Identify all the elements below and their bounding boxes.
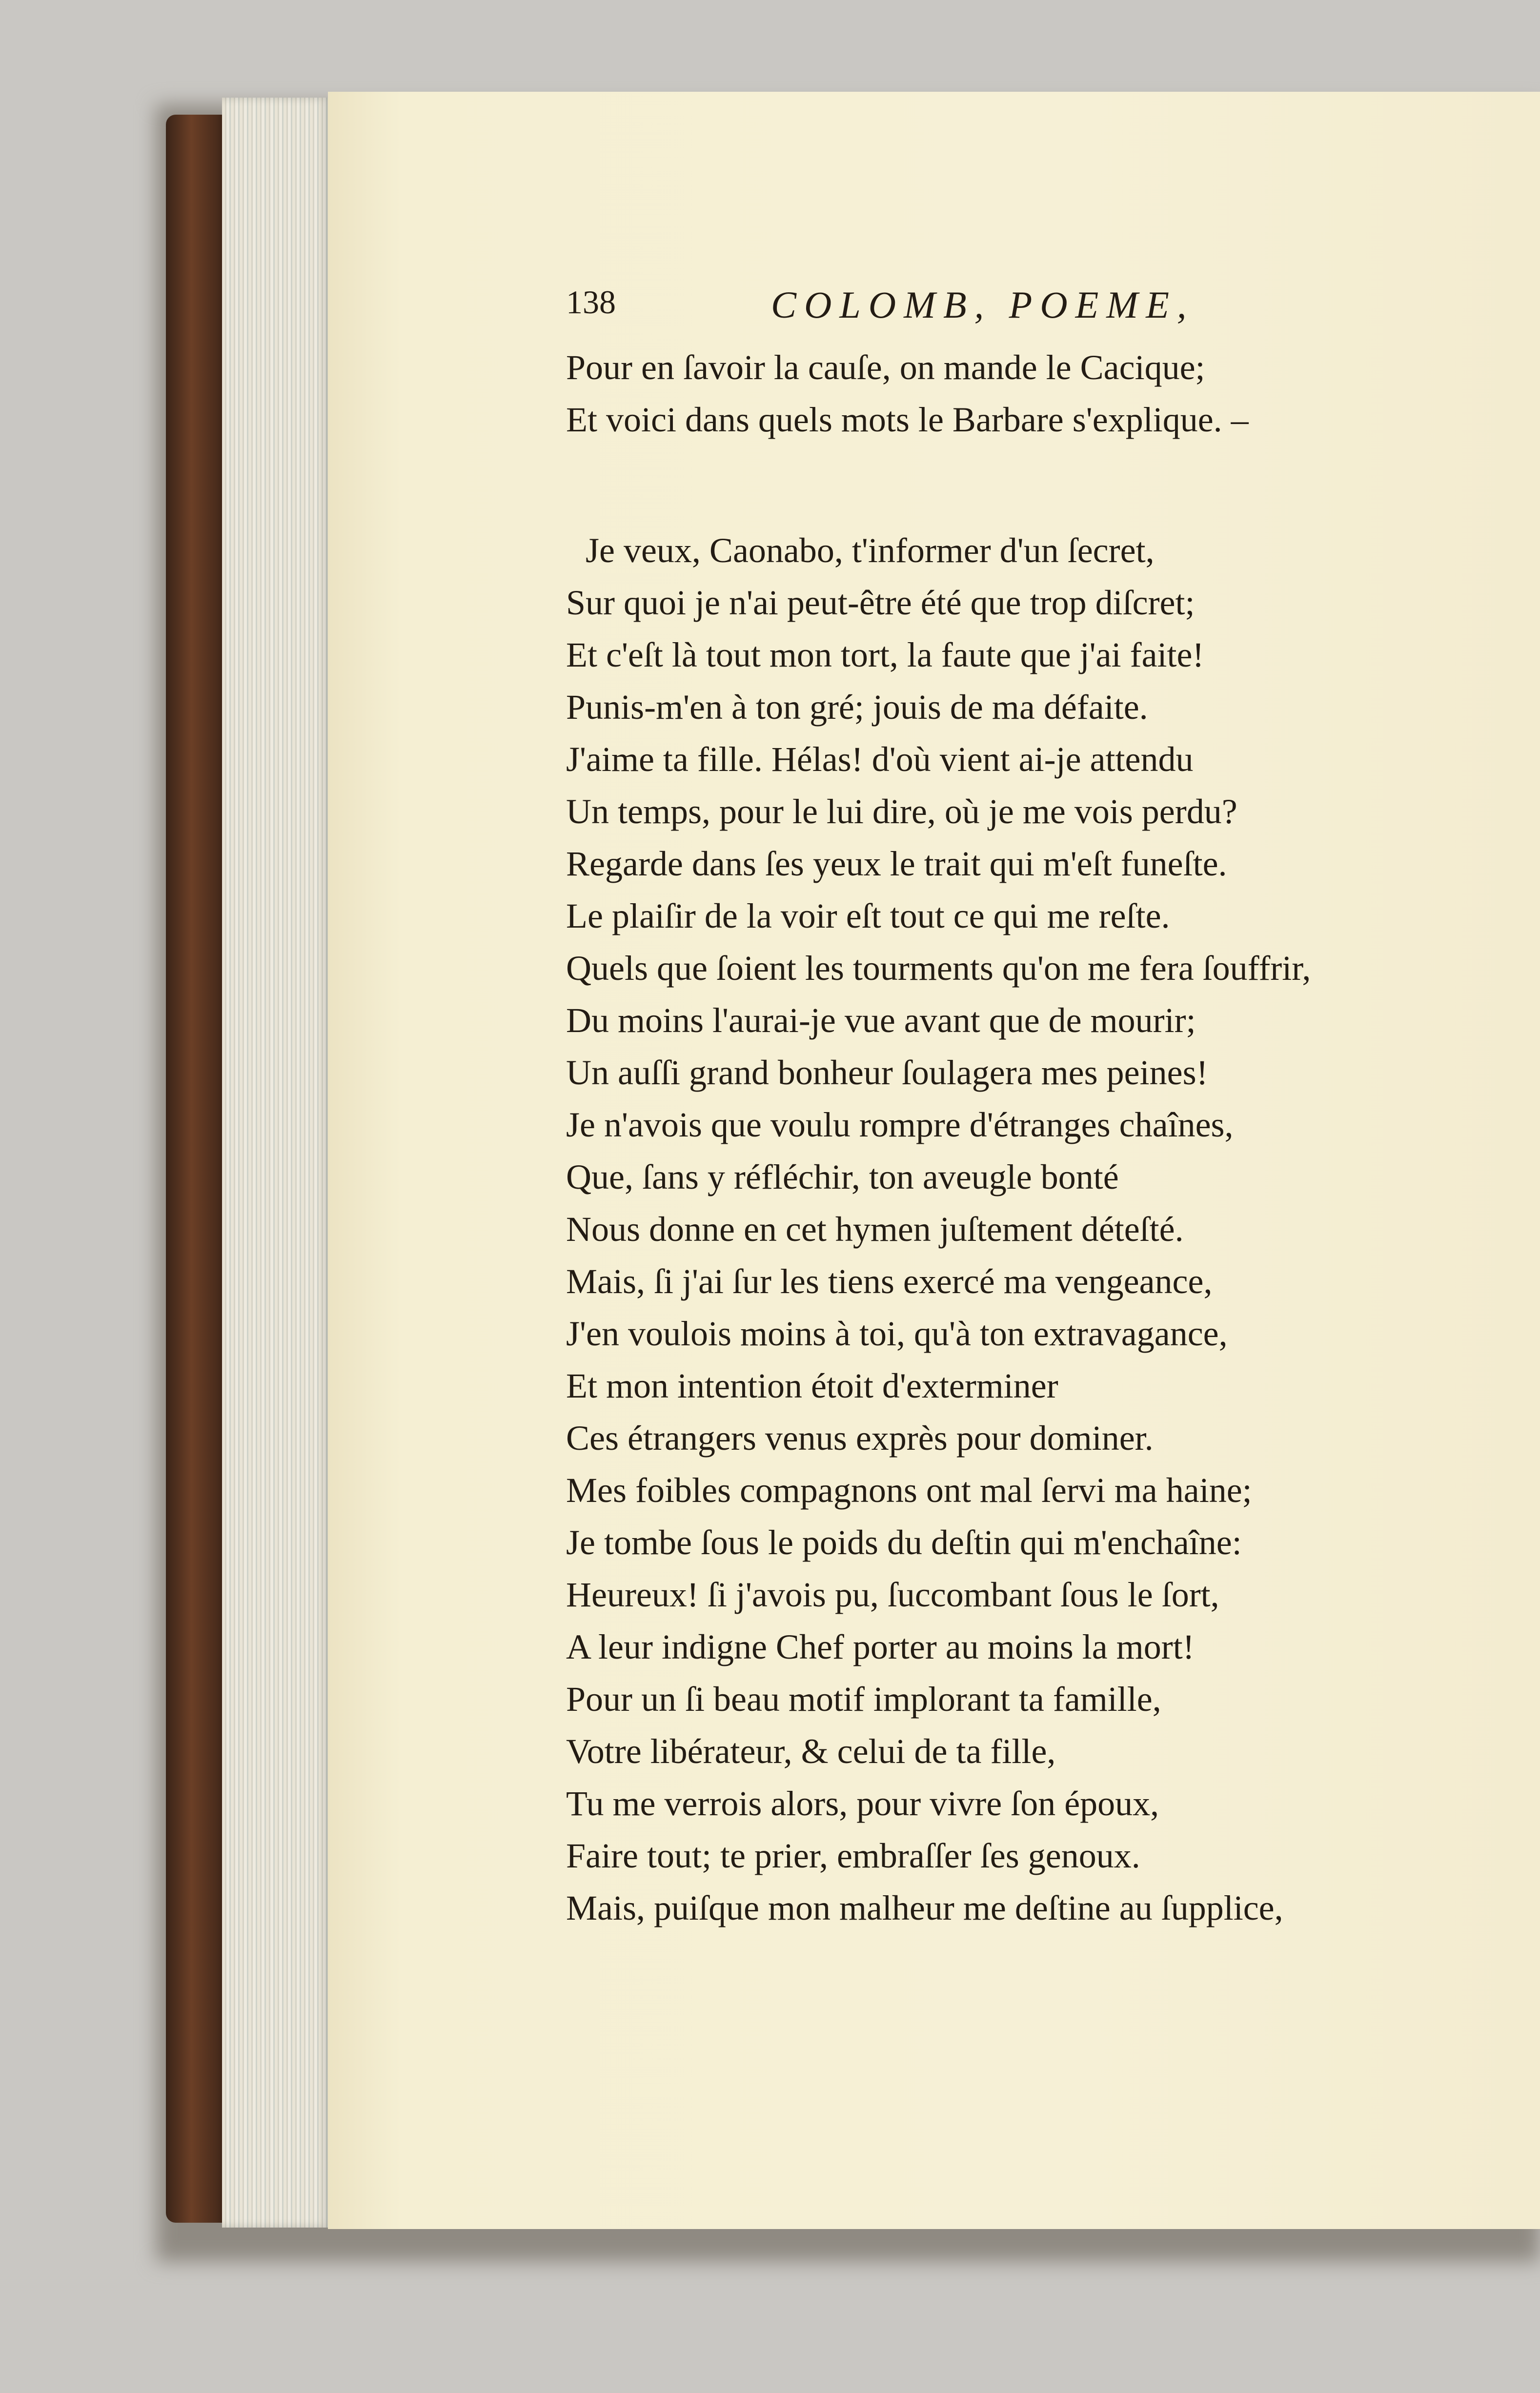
verse-line: Et voici dans quels mots le Barbare s'explique. – [566,400,1249,439]
verse-line: Sur quoi je n'ai peut-être été que trop diſcret; [566,583,1195,622]
verse-line: Du moins l'aurai-je vue avant que de mourir; [566,1001,1196,1040]
stanza-1 [566,342,1469,446]
verse-line: Un auſſi grand bonheur ſoulagera mes peines! [566,1053,1208,1092]
book-spine [166,115,229,2223]
verse-line: Votre libérateur, & celui de ta fille, [566,1732,1056,1771]
verse-line: Ces étrangers venus exprès pour dominer. [566,1419,1154,1458]
verse-line: Mais, puiſque mon malheur me deſtine au ſupplice, [566,1888,1283,1927]
verse-line: Quels que ſoient les tourments qu'on me fera ſouffrir, [566,949,1311,988]
page-fore-edge [222,98,332,2228]
verse-line: Et mon intention étoit d'exterminer [566,1366,1058,1405]
verse-line: Je veux, Caonabo, t'informer d'un ſecret, [586,531,1155,570]
verse-line: Je tombe ſous le poids du deſtin qui m'enchaîne: [566,1523,1242,1562]
verse-line: Regarde dans ſes yeux le trait qui m'eſt funeſte. [566,844,1227,883]
verse-line: Heureux! ſi j'avois pu, ſuccombant ſous le ſort, [566,1575,1219,1614]
verse-line: Et c'eſt là tout mon tort, la faute que j'ai faite! [566,635,1204,674]
running-title: COLOMB, POEME, [771,284,1195,326]
verse-line: J'aime ta fille. Hélas! d'où vient ai-je attendu [566,740,1194,779]
verse-line: Mais, ſi j'ai ſur les tiens exercé ma vengeance, [566,1262,1213,1301]
verse-line: Je n'avois que voulu rompre d'étranges chaînes, [566,1105,1234,1144]
verse-line: Tu me verrois alors, pour vivre ſon époux, [566,1784,1159,1823]
verse-line: Pour en ſavoir la cauſe, on mande le Cacique; [566,348,1205,387]
verse-line: J'en voulois moins à toi, qu'à ton extravagance, [566,1314,1228,1353]
verse-line: Faire tout; te prier, embraſſer ſes genoux. [566,1836,1140,1875]
stanza-2 [566,525,1469,1934]
verse-line: Le plaiſir de la voir eſt tout ce qui me reſte. [566,896,1170,935]
verse-line: A leur indigne Chef porter au moins la mort! [566,1627,1195,1666]
verse-line: Mes foibles compagnons ont mal ſervi ma haine; [566,1471,1252,1510]
verse-line: Punis-m'en à ton gré; jouis de ma défaite. [566,688,1148,727]
page-number: 138 [566,284,616,321]
verse-line: Que, ſans y réfléchir, ton aveugle bonté [566,1157,1119,1196]
verse-line: Un temps, pour le lui dire, où je me vois perdu? [566,792,1237,831]
verse-line: Nous donne en cet hymen juſtement déteſté. [566,1210,1184,1249]
verse-line: Pour un ſi beau motif implorant ta famille, [566,1680,1161,1719]
running-header [566,283,1444,332]
